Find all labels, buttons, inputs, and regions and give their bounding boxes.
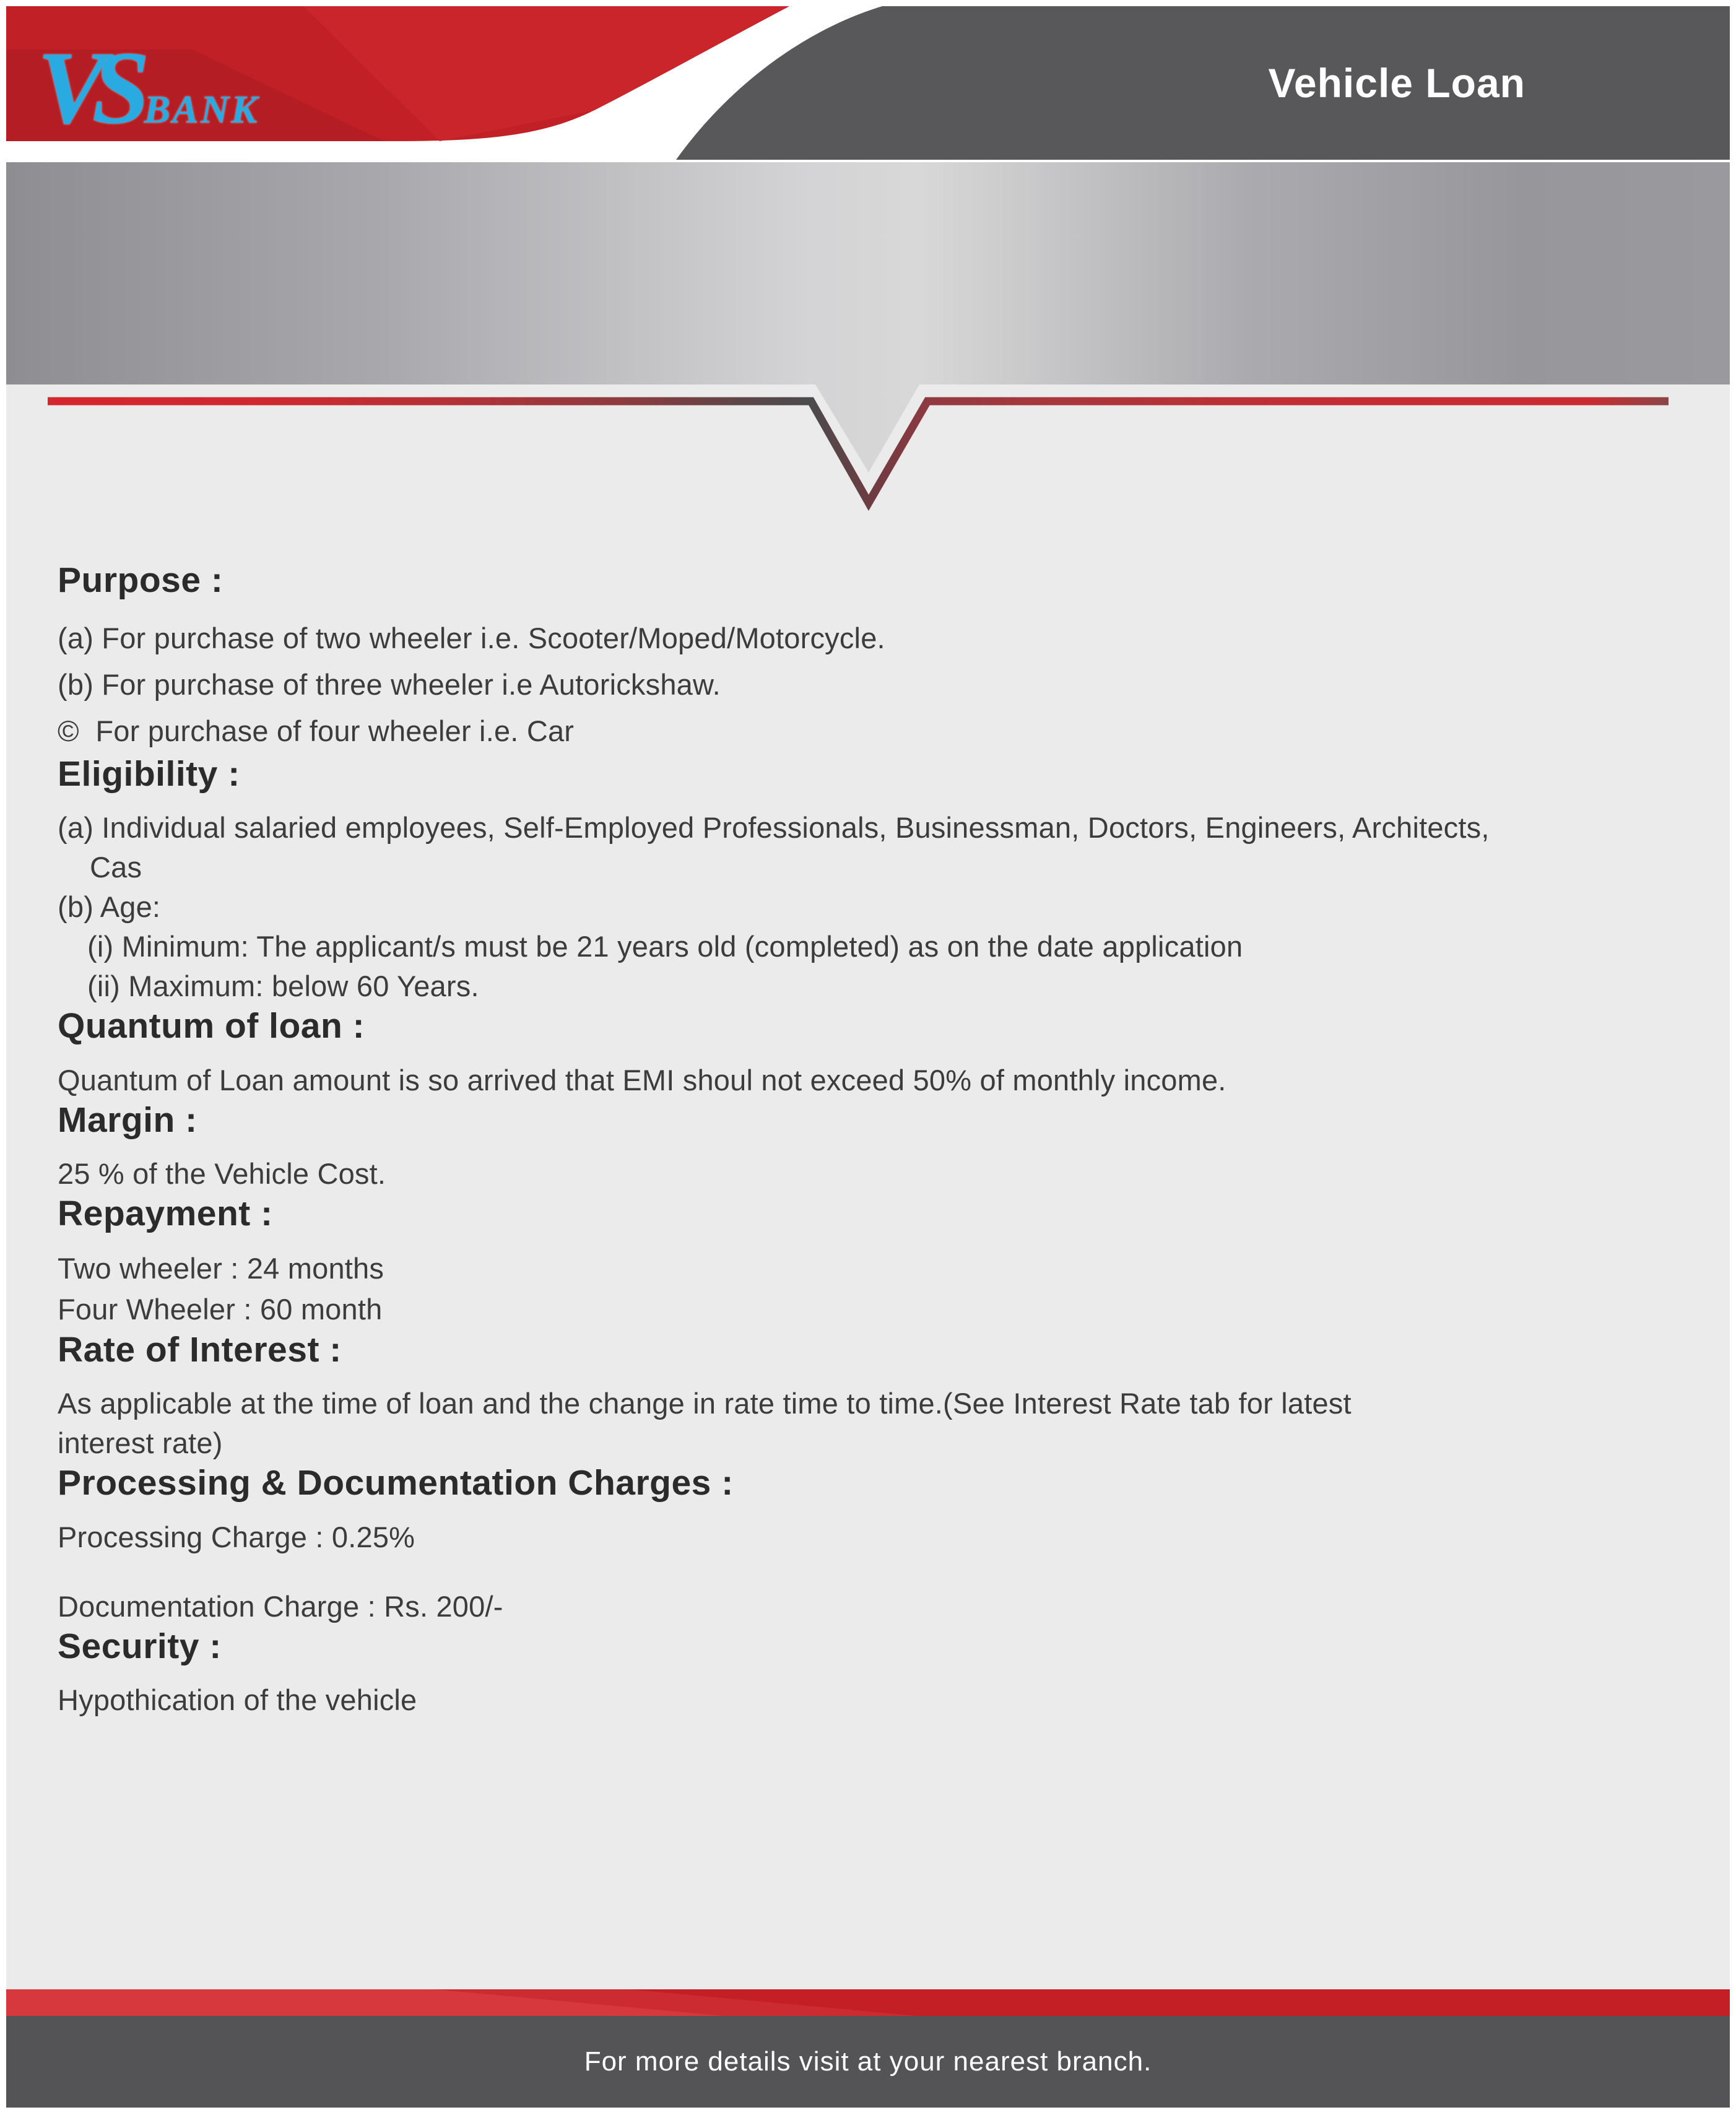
brand-monogram: VS	[37, 30, 136, 145]
footer-note: For more details visit at your nearest branch.	[584, 2046, 1152, 2077]
section-margin	[58, 1100, 1680, 1194]
section-security	[58, 1626, 1680, 1721]
page-title: Vehicle Loan	[1268, 60, 1526, 106]
body-text: 25 % of the Vehicle Cost.	[58, 1157, 386, 1191]
section-heading: Processing & Documentation Charges :	[58, 1463, 734, 1503]
section-processing-documentation-charges	[58, 1463, 1680, 1626]
gradient-band	[6, 162, 1730, 472]
section-purpose	[58, 560, 1680, 754]
right-margin	[1730, 0, 1736, 2115]
section-heading: Rate of Interest :	[58, 1329, 342, 1370]
section-repayment	[58, 1194, 1680, 1330]
list-item: (b) For purchase of three wheeler i.e Autorickshaw.	[58, 667, 721, 701]
list-item: (b) Age:	[58, 890, 161, 924]
list-item: © For purchase of four wheeler i.e. Car	[58, 714, 575, 747]
list-item: Cas	[90, 851, 142, 884]
body-text: Two wheeler : 24 months	[58, 1251, 384, 1285]
banner-art	[6, 162, 1730, 534]
left-margin	[0, 0, 6, 2115]
footer	[6, 1989, 1730, 2108]
footer-red-stripe	[6, 1989, 1730, 2016]
section-rate-of-interest	[58, 1330, 1680, 1464]
body-text: Quantum of Loan amount is so arrived that EMI shoul not exceed 50% of monthly income.	[58, 1063, 1226, 1097]
section-quantum-of-loan	[58, 1006, 1680, 1100]
footer-bar	[6, 2016, 1730, 2108]
section-heading: Repayment :	[58, 1194, 273, 1234]
list-item: (a) For purchase of two wheeler i.e. Scooter/Moped/Motorcycle.	[58, 621, 885, 654]
header	[6, 6, 1730, 160]
list-item: (a) Individual salaried employees, Self-Employed Professionals, Businessman, Doctors, Engineers, Architects,	[58, 811, 1490, 845]
list-item: (ii) Maximum: below 60 Years.	[87, 970, 479, 1003]
section-eligibility	[58, 754, 1680, 1007]
bottom-margin	[0, 2108, 1736, 2115]
body-text: Hypothication of the vehicle	[58, 1683, 417, 1717]
body-text: Processing Charge : 0.25%	[58, 1520, 415, 1553]
section-heading: Margin :	[58, 1100, 197, 1140]
body-text: As applicable at the time of loan and the change in rate time to time.(See Interest Rate tab for latest	[58, 1387, 1352, 1420]
section-heading: Security :	[58, 1626, 222, 1666]
list-item: (i) Minimum: The applicant/s must be 21 years old (completed) as on the date application	[87, 930, 1243, 963]
main-content	[58, 560, 1680, 1720]
section-heading: Quantum of loan :	[58, 1006, 365, 1046]
section-heading: Purpose :	[58, 560, 224, 600]
body-text: Documentation Charge : Rs. 200/-	[58, 1589, 503, 1623]
brand-logo	[37, 30, 259, 145]
body-text: interest rate)	[58, 1427, 223, 1460]
body-text: Four Wheeler : 60 month	[58, 1292, 383, 1326]
brand-name: BANK	[144, 87, 259, 131]
section-heading: Eligibility :	[58, 753, 240, 794]
hero-banner	[6, 162, 1730, 534]
